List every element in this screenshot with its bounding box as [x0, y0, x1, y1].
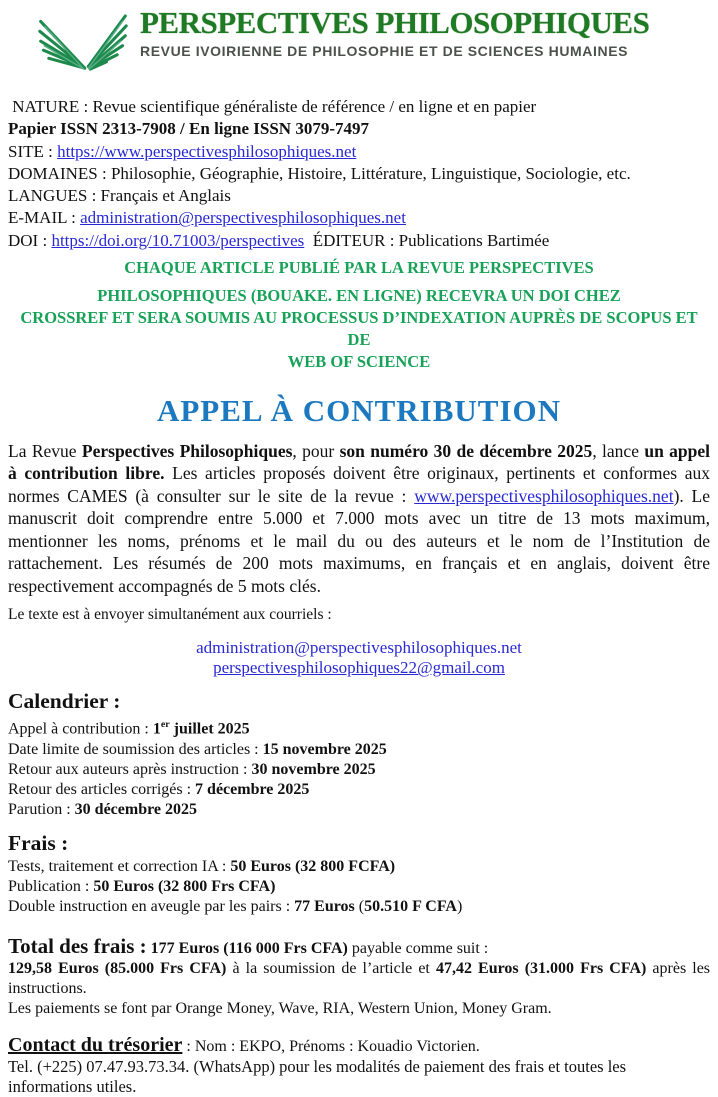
- text-run: SITE :: [8, 141, 58, 161]
- text-run: 177 Euros (116 000 Frs CFA): [150, 939, 348, 957]
- text-run: ). Le manuscrit doit comprendre entre 5.000 et 7.000 mots avec un titre de 13 mots maximum, mentionner les noms, prénoms et le mail du ou des auteurs et le nom de l’Institution de rattachement. Les résumés de 200 mots maximums, en français et en anglais, doivent être respectivement accompagnés de 5 mots clés.: [8, 485, 710, 596]
- calendar-item: [8, 780, 710, 800]
- treasurer-contact-line: [8, 1035, 710, 1057]
- text-run: ): [456, 898, 463, 916]
- page-title: APPEL À CONTRIBUTION: [156, 393, 562, 429]
- calendar-item: [8, 760, 710, 780]
- text-run: Retour aux auteurs après instruction :: [8, 760, 252, 778]
- text-run: 1: [152, 720, 161, 738]
- payment-split-line: [8, 959, 710, 999]
- text-run: DOMAINES : Philosophie, Géographie, Histoire, Littérature, Linguistique, Sociologie, etc.: [8, 163, 631, 183]
- journal-subtitle: REVUE IVOIRIENNE DE PHILOSOPHIE ET DE SCIENCES HUMAINES: [140, 43, 629, 60]
- fees-item: [8, 877, 710, 897]
- text-run: NATURE : Revue scientifique généraliste de référence / en ligne et en papier: [8, 97, 537, 116]
- text-run: 15 novembre 2025: [262, 740, 387, 758]
- text-run: à la soumission de l’article et: [226, 959, 436, 977]
- text-run: 47,42 Euros (31.000 Frs CFA): [435, 959, 647, 977]
- treasurer-phone-line: Tel. (+225) 07.47.93.73.34. (WhatsApp) pour les modalités de paiement des frais et toutes les informations utiles.: [8, 1056, 627, 1096]
- calendar-item: [8, 740, 710, 760]
- text-run: E-MAIL :: [8, 208, 81, 228]
- notice-line: CHAQUE ARTICLE PUBLIÉ PAR LA REVUE PERSPECTIVES: [124, 258, 594, 278]
- send-instruction: Le texte est à envoyer simultanément aux courriels :: [8, 605, 332, 623]
- journal-masthead: [8, 6, 710, 82]
- journal-title: PERSPECTIVES PHILOSOPHIQUES: [140, 5, 650, 40]
- calendar-item: [8, 715, 710, 740]
- text-run: 77 Euros: [294, 898, 355, 916]
- text-run: un appel à contribution libre.: [8, 441, 711, 484]
- text-run: son numéro 30 de décembre 2025: [339, 441, 593, 462]
- hyperlink[interactable]: https://www.perspectivesphilosophiques.net: [57, 141, 357, 161]
- total-fees-line: [8, 933, 710, 959]
- text-run: 30 décembre 2025: [74, 801, 198, 819]
- text-run: Appel à contribution :: [8, 720, 153, 738]
- text-run: Retour des articles corrigés :: [8, 781, 196, 799]
- calendar-heading: Calendrier :: [8, 688, 121, 713]
- email-link-administration[interactable]: administration@perspectivesphilosophiques.net: [196, 637, 522, 657]
- text-run: payable comme suit :: [347, 939, 489, 957]
- notice-line: WEB OF SCIENCE: [287, 352, 431, 372]
- info-line-domaines: [8, 163, 710, 185]
- text-run: juillet 2025: [169, 720, 250, 738]
- text-run: (: [354, 898, 365, 916]
- text-run: Les articles proposés doivent être originaux, pertinents et conformes aux normes CAMES (à consulter sur le site de la revue :: [8, 463, 710, 506]
- text-run: , lance: [592, 441, 645, 462]
- notice-line: PHILOSOPHIQUES (BOUAKE. EN LIGNE) RECEVRA UN DOI CHEZ: [97, 286, 621, 306]
- info-line-nature: [8, 96, 710, 118]
- text-run: Tests, traitement et correction IA :: [8, 857, 231, 875]
- hyperlink[interactable]: administration@perspectivesphilosophiques.net: [80, 208, 406, 228]
- hyperlink[interactable]: www.perspectivesphilosophiques.net: [414, 485, 674, 506]
- info-line-issn: [8, 118, 710, 140]
- calendar-list: [8, 715, 710, 821]
- info-line-site: [8, 141, 710, 163]
- intro-paragraph: [8, 440, 710, 597]
- treasurer-contact-heading: Contact du trésorier: [8, 1033, 183, 1056]
- text-run: 7 décembre 2025: [195, 781, 310, 799]
- text-run: 50 Euros (32 800 Frs CFA): [93, 878, 276, 896]
- total-fees-amount: [147, 940, 489, 957]
- text-run: Double instruction en aveugle par les pairs :: [8, 898, 295, 916]
- fees-heading: Frais :: [8, 830, 69, 855]
- text-run: Perspectives Philosophiques: [81, 441, 293, 462]
- journal-info-block: [8, 96, 710, 252]
- total-fees-heading: Total des frais :: [8, 933, 147, 958]
- info-line-langues: [8, 185, 710, 207]
- text-run: Publication :: [8, 878, 94, 896]
- text-run: , pour: [292, 441, 340, 462]
- calendar-item: [8, 800, 710, 820]
- fees-item: [8, 857, 710, 877]
- text-run: LANGUES : Français et Anglais: [8, 186, 231, 206]
- info-line-doi: [8, 230, 710, 252]
- text-run: 129,58 Euros (85.000 Frs CFA): [8, 959, 227, 977]
- hyperlink[interactable]: https://doi.org/10.71003/perspectives: [51, 230, 305, 250]
- text-run: 50 Euros (32 800 FCFA): [230, 857, 396, 875]
- text-run: après les instructions.: [8, 959, 711, 997]
- open-book-fan-icon: [38, 12, 128, 79]
- notice-line: CROSSREF ET SERA SOUMIS AU PROCESSUS D’INDEXATION AUPRÈS DE SCOPUS ET DE: [20, 308, 698, 350]
- text-run: 30 novembre 2025: [251, 760, 376, 778]
- fees-list: [8, 857, 710, 918]
- fees-item: [8, 897, 710, 917]
- text-run: 50.510 F CFA: [364, 898, 457, 916]
- text-run: ÉDITEUR : Publications Bartimée: [304, 230, 550, 250]
- email-link-gmail[interactable]: perspectivesphilosophiques22@gmail.com: [213, 658, 505, 678]
- doi-indexation-notice: [8, 257, 710, 373]
- text-run: DOI :: [8, 230, 52, 250]
- text-run: Parution :: [8, 801, 75, 819]
- text-run: er: [160, 718, 170, 730]
- treasurer-name: [182, 1038, 479, 1055]
- submission-emails: [8, 638, 710, 679]
- text-run: Date limite de soumission des articles :: [8, 740, 263, 758]
- payment-methods-line: Les paiements se font par Orange Money, Wave, RIA, Western Union, Money Gram.: [8, 999, 552, 1017]
- text-run: Papier ISSN 2313-7908 / En ligne ISSN 3079-7497: [8, 119, 369, 139]
- text-run: : Nom : EKPO, Prénoms : Kouadio Victorien.: [182, 1037, 480, 1055]
- info-line-email: [8, 207, 710, 229]
- text-run: La Revue: [8, 441, 82, 462]
